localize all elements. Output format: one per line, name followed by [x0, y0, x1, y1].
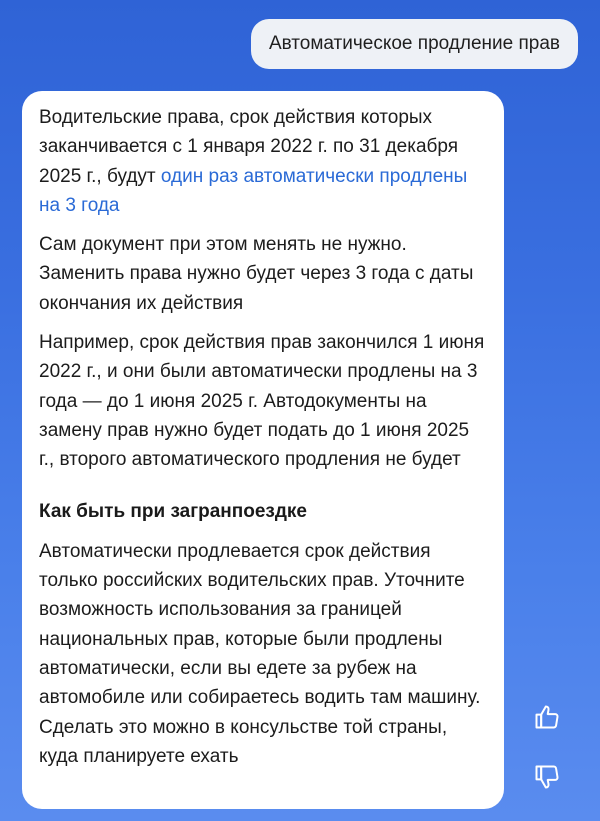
- abroad-heading: Как быть при загранпоездке: [39, 500, 308, 522]
- bot-paragraph-1-text: Водительские права, срок действия которых заканчивается с 1 января 2022 г. по 31 декабря 2025 г., будут: [39, 107, 459, 187]
- bot-paragraph-3: Например, срок действия прав закончился 1 июня 2022 г., и они были автоматически продлены на 3 года — до 1 июня 2025 г. Автодокументы на замену прав нужно будет подать до 1 июня 2025 г., второго автоматического продления не будет: [39, 332, 485, 471]
- thumbs-up-icon: [533, 703, 561, 731]
- user-message-text: Автоматическое продление прав: [268, 33, 560, 54]
- bot-paragraph-1: [39, 103, 488, 220]
- thumbs-down-icon: [533, 763, 561, 791]
- bot-paragraph-4: Автоматически продлевается срок действия только российских водительских прав. Уточните возможность использования за границей национальных прав, которые были продлены автоматически, если вы едете за рубеж на автомобиле или собираетесь водить там машину. Сделать это можно в консульстве той страны, куда планируете ехать: [39, 540, 481, 767]
- like-button[interactable]: [532, 702, 562, 732]
- bot-message-bubble: [22, 91, 504, 809]
- auto-extension-link[interactable]: один раз автоматически продлены на 3 года: [39, 165, 468, 216]
- user-message-bubble: [251, 19, 578, 69]
- bot-paragraph-2: Сам документ при этом менять не нужно. Заменить права нужно будет через 3 года с даты окончания их действия: [39, 234, 474, 314]
- dislike-button[interactable]: [532, 762, 562, 792]
